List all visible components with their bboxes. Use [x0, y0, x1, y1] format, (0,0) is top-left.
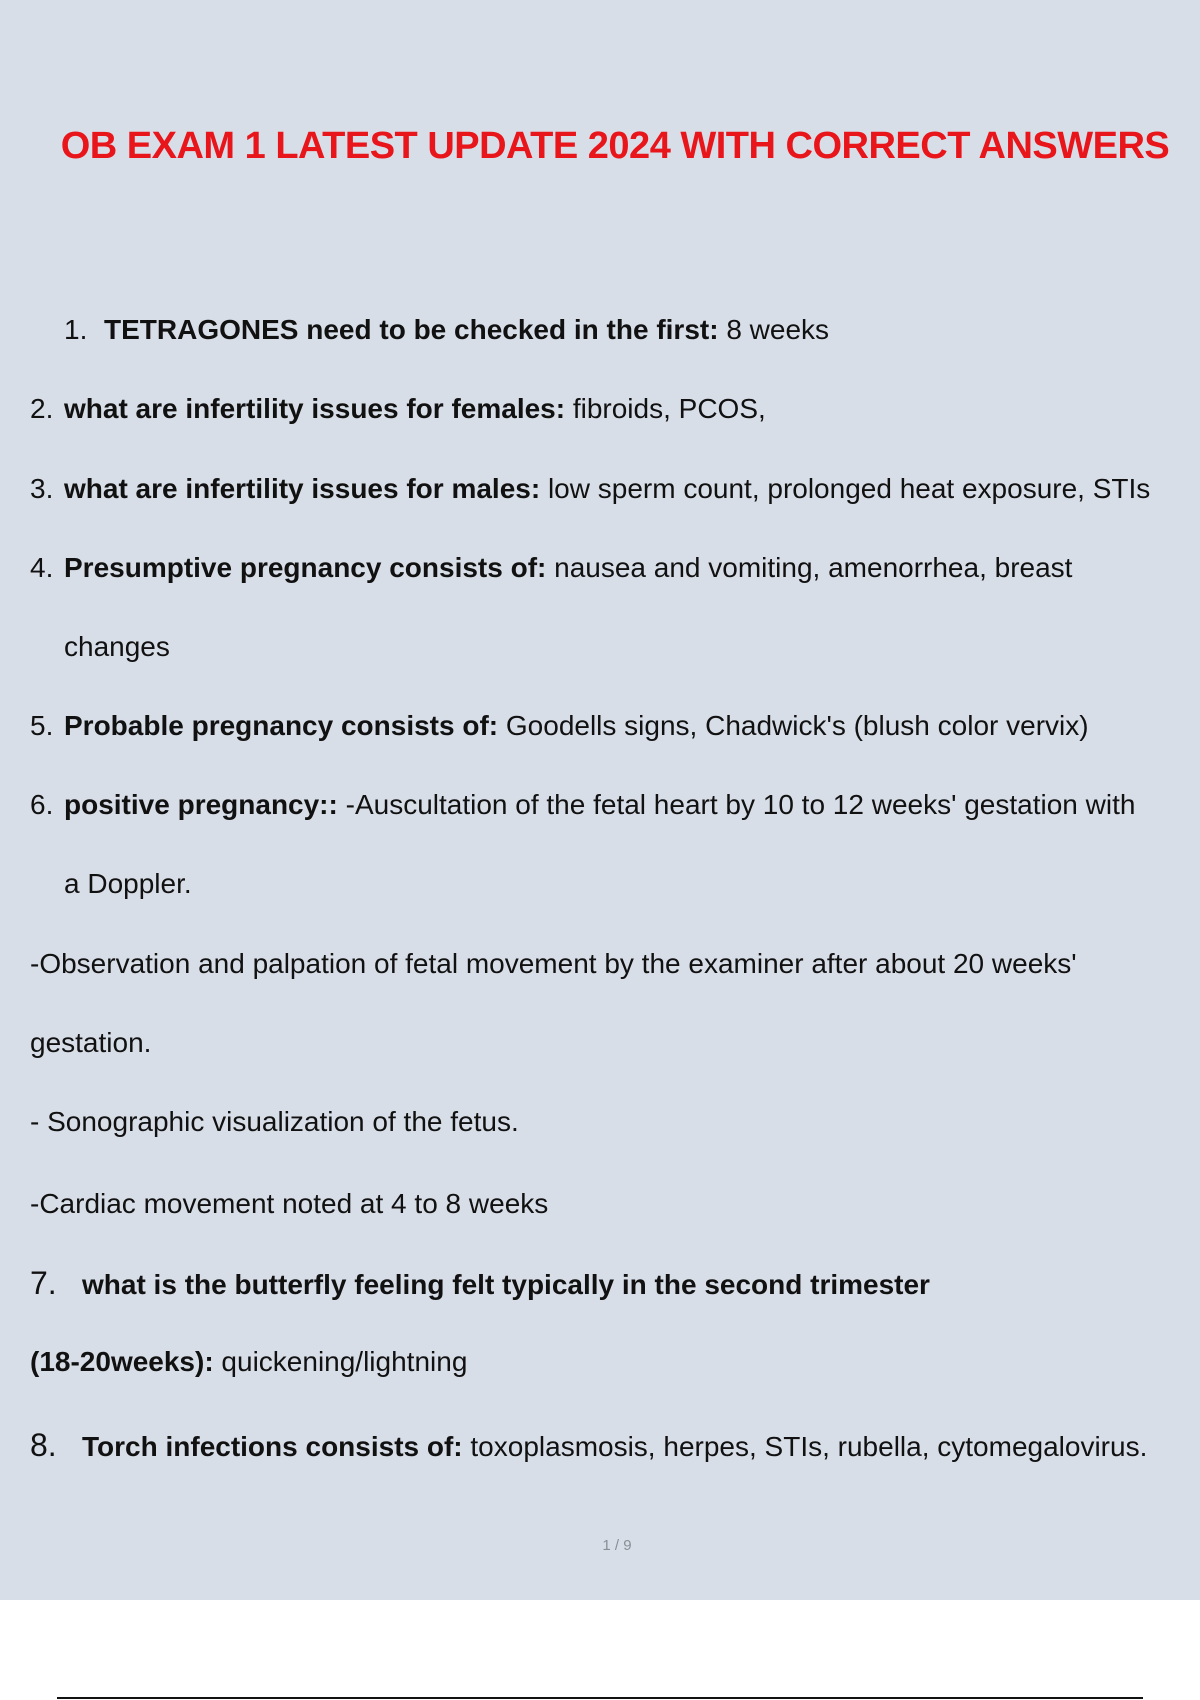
text-line: -Observation and palpation of fetal movement by the examiner after about 20 weeks' — [30, 948, 1077, 979]
text-line: -Cardiac movement noted at 4 to 8 weeks — [30, 1188, 549, 1219]
item-question: what are infertility issues for males: — [64, 473, 541, 504]
item-number: 8. — [30, 1427, 57, 1463]
item-number: 4. — [30, 552, 54, 583]
list-item — [30, 787, 1135, 823]
page-indicator: 1 / 9 — [602, 1537, 632, 1554]
item-number: 1. — [64, 314, 88, 345]
next-page-rule — [57, 1697, 1143, 1699]
list-item — [30, 1265, 930, 1303]
item-number: 3. — [30, 473, 54, 504]
list-item — [30, 550, 1072, 586]
item-question: positive pregnancy:: — [64, 789, 338, 820]
item-question: Probable pregnancy consists of: — [64, 710, 499, 741]
item-question: what are infertility issues for females: — [64, 393, 566, 424]
item-answer: -Auscultation of the fetal heart by 10 to 12 weeks' gestation with — [337, 789, 1136, 820]
text-line: gestation. — [30, 1027, 152, 1058]
item-number: 7. — [30, 1265, 57, 1301]
item-answer: quickening/lightning — [213, 1346, 468, 1377]
list-item — [30, 1427, 1147, 1465]
item-continuation — [30, 1344, 467, 1380]
item-question: Presumptive pregnancy consists of: — [64, 552, 547, 583]
item-number: 5. — [30, 710, 54, 741]
item-number: 2. — [30, 393, 54, 424]
item-question: Torch infections consists of: — [82, 1431, 463, 1462]
item-continuation: a Doppler. — [64, 868, 192, 899]
item-answer: Goodells signs, Chadwick's (blush color vervix) — [498, 710, 1089, 741]
item-answer: 8 weeks — [718, 314, 830, 345]
text-line: - Sonographic visualization of the fetus. — [30, 1106, 519, 1137]
list-item — [30, 708, 1089, 744]
item-question: (18-20weeks): — [30, 1346, 214, 1377]
item-answer: toxoplasmosis, herpes, STIs, rubella, cytomegalovirus. — [462, 1431, 1148, 1462]
item-question: TETRAGONES need to be checked in the first: — [104, 314, 719, 345]
item-answer: fibroids, PCOS, — [565, 393, 766, 424]
item-question: what is the butterfly feeling felt typically in the second trimester — [82, 1269, 930, 1300]
document-title: OB EXAM 1 LATEST UPDATE 2024 WITH CORRECT ANSWERS — [60, 125, 1170, 167]
item-number: 6. — [30, 789, 54, 820]
item-continuation: changes — [64, 631, 170, 662]
list-item — [30, 391, 766, 427]
list-item — [30, 471, 1150, 507]
item-answer: low sperm count, prolonged heat exposure, STIs — [540, 473, 1151, 504]
item-answer: nausea and vomiting, amenorrhea, breast — [546, 552, 1073, 583]
list-item — [64, 312, 829, 348]
